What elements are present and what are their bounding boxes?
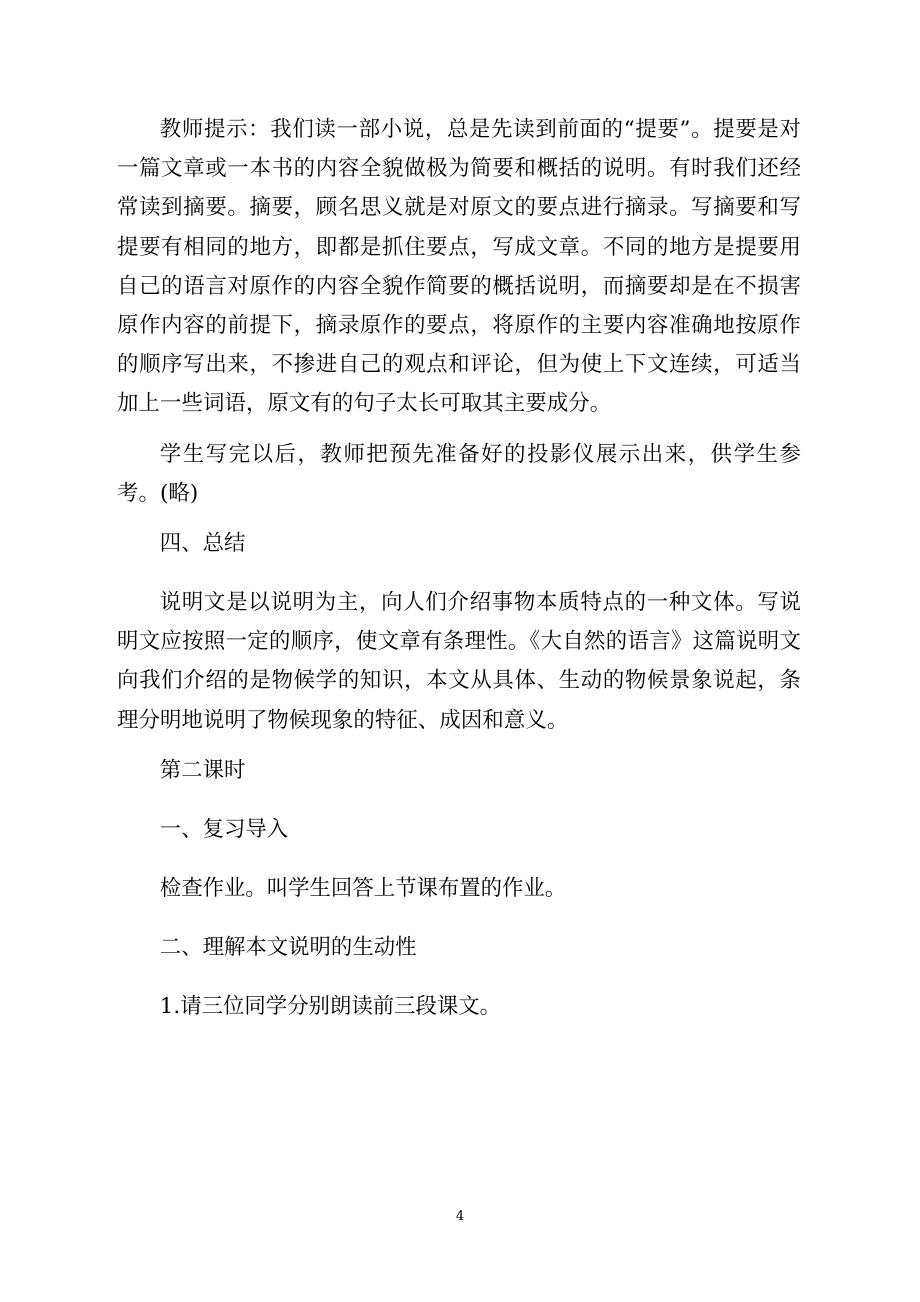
- summary-paragraph: 说明文是以说明为主，向人们介绍事物本质特点的一种文体。写说明文应按照一定的顺序，使文章有条理性。《大自然的语言》这篇说明文向我们介绍的是物候学的知识，本文从具体、生动的物候景象说起，条理分明地说明了物候现象的特征、成因和意义。: [117, 590, 801, 733]
- page-number: 4: [455, 1209, 465, 1224]
- reading-instruction-paragraph: 1.请三位同学分别朗读前三段课文。: [159, 993, 502, 1019]
- teacher-tip-paragraph: 教师提示：我们读一部小说，总是先读到前面的“提要”。提要是对一篇文章或一本书的内容全貌做极为简要和概括的说明。有时我们还经常读到摘要。摘要，顾名思义就是对原文的要点进行摘录。写摘要和写提要有相同的地方，即都是抓住要点，写成文章。不同的地方是提要用自己的语言对原作的内容全貌作简要的概括说明，而摘要却是在不损害原作内容的前提下，摘录原作的要点，将原作的主要内容准确地按原作的顺序写出来，不掺进自己的观点和评论，但为使上下文连续，可适当加上一些词语，原文有的句子太长可取其主要成分。: [117, 117, 801, 417]
- section-heading-vividness: 二、理解本文说明的生动性: [159, 934, 417, 960]
- document-body: [117, 110, 801, 1046]
- lesson-heading-second-period: 第二课时: [159, 757, 246, 783]
- student-writing-paragraph: 学生写完以后，教师把预先准备好的投影仪展示出来，供学生参考。(略): [117, 441, 801, 506]
- homework-check-paragraph: 检查作业。叫学生回答上节课布置的作业。: [159, 875, 567, 901]
- section-heading-review-intro: 一、复习导入: [159, 816, 289, 842]
- section-heading-summary: 四、总结: [159, 531, 246, 557]
